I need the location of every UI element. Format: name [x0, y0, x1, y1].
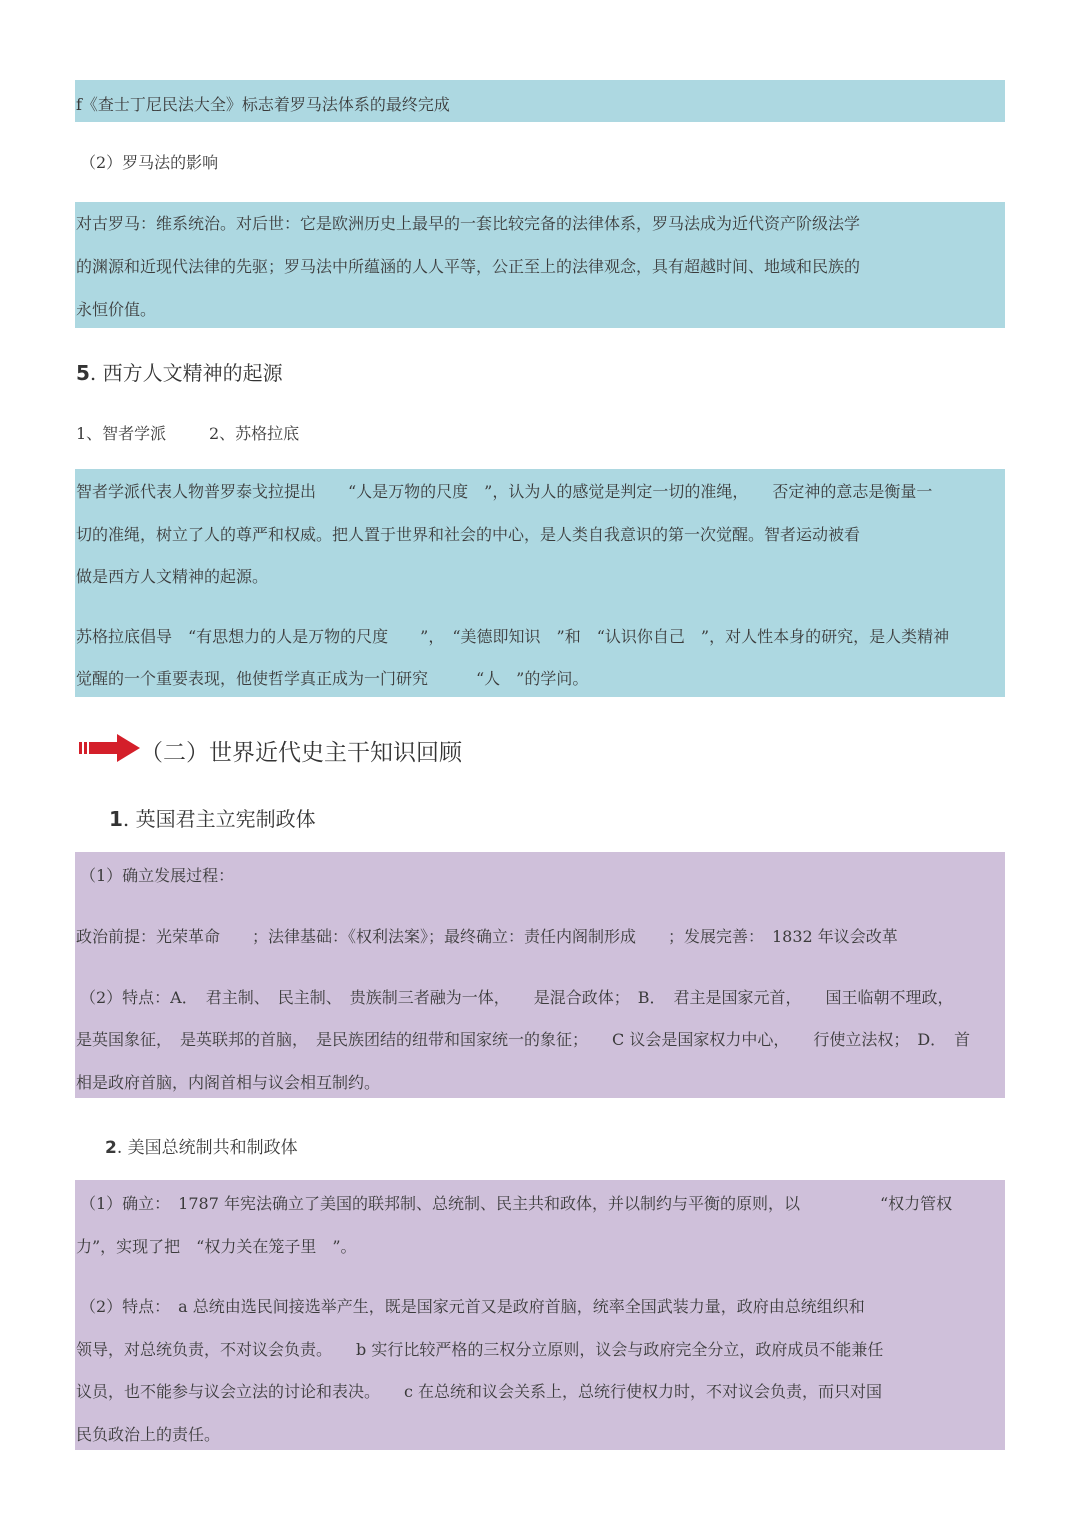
- sophists-line-2: 切的准绳，树立了人的尊严和权威。把人置于世界和社会的中心，是人类自我意识的第一次觉醒。智者运动被看: [76, 525, 861, 544]
- highlight-box-british-monarchy: [75, 852, 1005, 1098]
- roman-law-influence-heading: （2）罗马法的影响: [80, 153, 219, 172]
- section-5-heading: 5. 西方人文精神的起源: [76, 361, 283, 385]
- red-arrow-icon: [79, 732, 141, 764]
- influence-line-2: 的渊源和近现代法律的先驱；罗马法中所蕴涵的人人平等，公正至上的法律观念，具有超越时间、地域和民族的: [76, 257, 861, 276]
- section-2-title: 美国总统制共和制政体: [127, 1138, 298, 1158]
- uk-establishment-steps: 政治前提：光荣革命 ；法律基础：《权利法案》；最终确立：责任内阁制形成 ；发展完善： 1832 年议会改革: [76, 927, 898, 946]
- uk-features-line-1: （2）特点：A． 君主制、 民主制、 贵族制三者融为一体， 是混合政体； B． 君主是国家元首， 国王临朝不理政，: [80, 988, 954, 1007]
- us-establishment-line-2: 力”，实现了把 “权力关在笼子里 ”。: [76, 1237, 357, 1256]
- modern-history-heading: （二）世界近代史主干知识回顾: [140, 740, 462, 766]
- us-features-line-1: （2）特点： a 总统由选民间接选举产生，既是国家元首又是政府首脑，统率全国武装力量，政府由总统组织和: [80, 1297, 865, 1316]
- sophists-line-1: 智者学派代表人物普罗泰戈拉提出 “人是万物的尺度 ”，认为人的感觉是判定一切的准绳， 否定神的意志是衡量一: [76, 482, 933, 501]
- socrates-line-1: 苏格拉底倡导 “有思想力的人是万物的尺度 ”， “美德即知识 ”和 “认识你自己 ”，对人性本身的研究，是人类精神: [76, 627, 950, 646]
- us-features-line-3: 议员，也不能参与议会立法的讨论和表决。 c 在总统和议会关系上，总统行使权力时，不对议会负责，而只对国: [76, 1382, 883, 1401]
- us-features-line-4: 民负政治上的责任。: [76, 1425, 221, 1444]
- section-5-item-socrates: 2、苏格拉底: [209, 424, 300, 443]
- uk-features-line-2: 是英国象征， 是英联邦的首脑， 是民族团结的纽带和国家统一的象征； C 议会是国家权力中心， 行使立法权； D． 首: [76, 1030, 971, 1049]
- sophists-line-3: 做是西方人文精神的起源。: [76, 567, 269, 586]
- section-5-title: 西方人文精神的起源: [102, 361, 283, 385]
- section-5-item-sophists: 1、智者学派: [76, 424, 167, 443]
- section-2-number: 2: [105, 1138, 117, 1158]
- us-establishment-line-1: （1）确立： 1787 年宪法确立了美国的联邦制、总统制、民主共和政体，并以制约与平衡的原则，以 “权力管权: [80, 1194, 953, 1213]
- socrates-line-2: 觉醒的一个重要表现，他使哲学真正成为一门研究 “人 ”的学问。: [76, 669, 589, 688]
- section-2-heading: 2. 美国总统制共和制政体: [105, 1138, 298, 1158]
- section-5-number: 5: [76, 361, 90, 385]
- us-features-line-2: 领导，对总统负责，不对议会负责。 b 实行比较严格的三权分立原则，议会与政府完全分立，政府成员不能兼任: [76, 1340, 884, 1359]
- section-1-title: 英国君主立宪制政体: [135, 807, 316, 831]
- influence-line-1: 对古罗马：维系统治。对后世：它是欧洲历史上最早的一套比较完备的法律体系，罗马法成为近代资产阶级法学: [76, 214, 861, 233]
- uk-features-line-3: 相是政府首脑，内阁首相与议会相互制约。: [76, 1073, 381, 1092]
- section-1-number: 1: [109, 807, 123, 831]
- uk-establishment-heading: （1）确立发展过程：: [80, 866, 235, 885]
- section-1-heading: 1. 英国君主立宪制政体: [109, 807, 316, 831]
- justinian-code-text: f《查士丁尼民法大全》标志着罗马法体系的最终完成: [76, 95, 450, 114]
- influence-line-3: 永恒价值。: [76, 300, 157, 319]
